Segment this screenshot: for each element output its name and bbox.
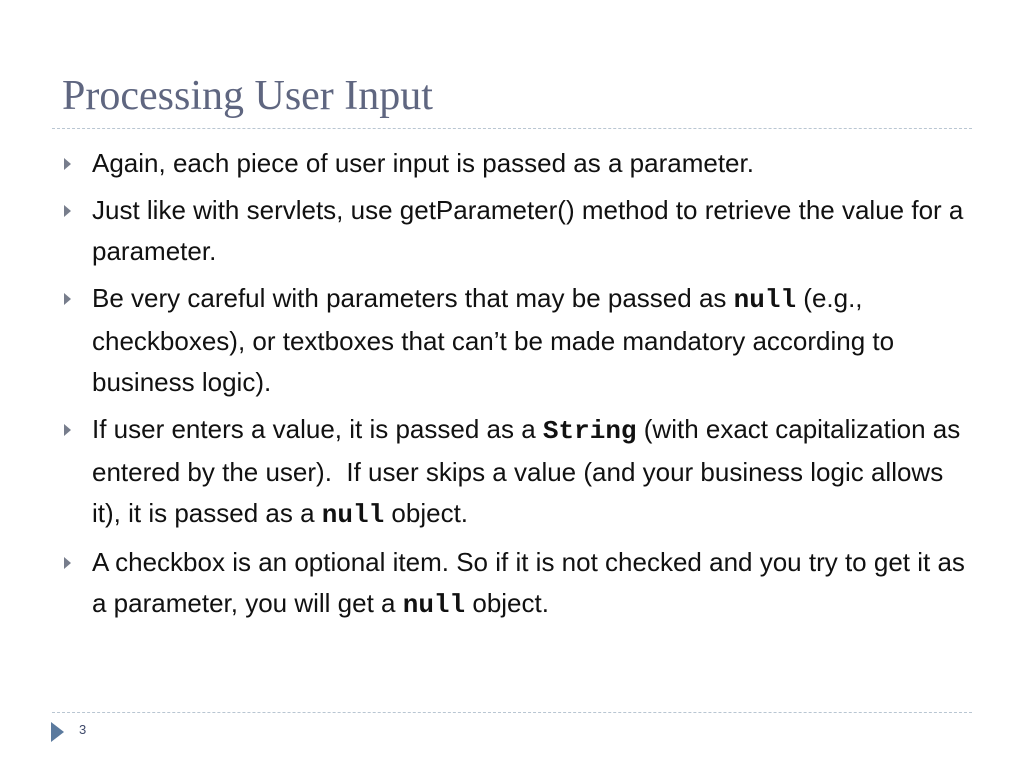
bullet-text: object. <box>384 498 469 528</box>
footer-triangle-icon <box>51 722 64 742</box>
bullet-item <box>62 143 972 184</box>
bullet-item <box>62 278 972 403</box>
footer-divider <box>52 712 972 713</box>
code-null: null <box>321 500 385 530</box>
bullet-text: Again, each piece of user input is passed as a parameter. <box>92 148 754 178</box>
bullet-text: Be very careful with parameters that may be passed as <box>92 283 734 313</box>
bullet-text: Just like with servlets, use getParameter() method to retrieve the value for a parameter. <box>92 195 964 266</box>
bullet-triangle-icon <box>64 158 71 170</box>
bullet-text: If user enters a value, it is passed as a <box>92 414 543 444</box>
bullet-text: (with exact capitalization as entered by the user). If user skips a value (and your business logic allows it), it is passed as a <box>92 414 968 528</box>
bullet-text: object. <box>465 588 549 618</box>
bullet-item <box>62 190 972 272</box>
page-number: 3 <box>79 722 87 737</box>
title-divider <box>52 128 972 129</box>
bullet-triangle-icon <box>64 557 71 569</box>
code-null: null <box>402 590 466 620</box>
bullet-text: A checkbox is an optional item. So if it is not checked and you try to get it as a parameter, you will get a <box>92 547 965 618</box>
bullet-text: (e.g., checkboxes), or textboxes that can’t be made mandatory according to business logic). <box>92 283 895 397</box>
code-string: String <box>542 416 637 446</box>
code-null: null <box>733 285 797 315</box>
bullet-item <box>62 542 972 626</box>
bullet-triangle-icon <box>64 293 71 305</box>
bullet-triangle-icon <box>64 424 71 436</box>
bullet-item <box>62 409 972 536</box>
bullet-triangle-icon <box>64 205 71 217</box>
bullet-list <box>62 143 972 632</box>
slide-title: Processing User Input <box>62 73 433 119</box>
